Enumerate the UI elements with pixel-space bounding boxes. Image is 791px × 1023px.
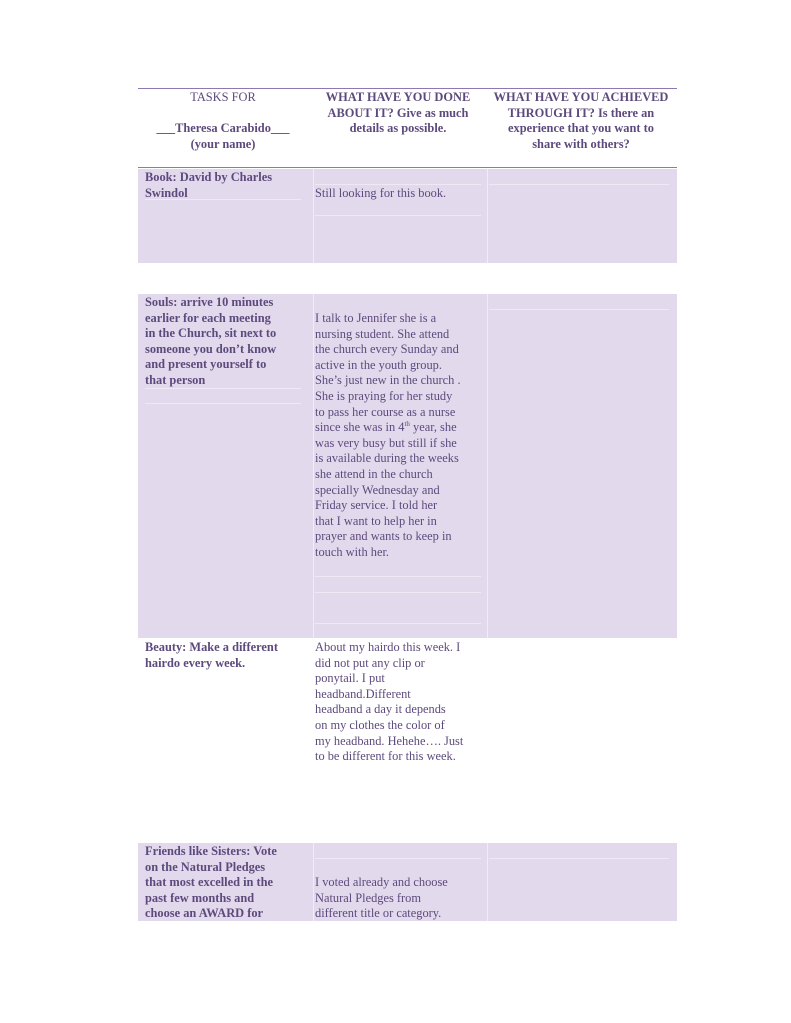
header-top-rule	[138, 88, 677, 89]
task-line: hairdo every week.	[145, 655, 246, 670]
header-what-done	[313, 90, 483, 137]
done-line: prayer and wants to keep in	[315, 529, 452, 544]
done-line: Friday service. I told her	[315, 498, 438, 513]
cell-divider	[489, 858, 669, 859]
cell-divider	[315, 623, 481, 624]
done-line: the church every Sunday and	[315, 342, 459, 357]
done-line: She’s just new in the church .	[315, 373, 461, 388]
done-line: to pass her course as a nurse	[315, 404, 456, 419]
done-line: that I want to help her in	[315, 513, 437, 528]
cell-divider	[313, 169, 314, 263]
done-line: different title or category.	[315, 906, 442, 921]
done-line: was very busy but still if she	[315, 435, 457, 450]
task-line: Book: David by Charles	[145, 170, 273, 184]
done-line: specially Wednesday and	[315, 482, 440, 497]
header-text-line: (your name)	[190, 136, 256, 151]
done-line: did not put any clip or	[315, 655, 425, 670]
done-line: Natural Pledges from	[315, 890, 421, 905]
header-text-line: experience that you want to	[508, 121, 654, 136]
task-line: Swindol	[145, 185, 188, 200]
task-line: and present yourself to	[145, 357, 267, 372]
task-line: past few months and	[145, 890, 255, 905]
cell-divider	[145, 403, 301, 404]
cell-divider	[315, 858, 481, 859]
done-line: I talk to Jennifer she is a	[315, 311, 437, 325]
cell-divider	[315, 215, 481, 216]
cell-divider	[489, 309, 669, 310]
cell-divider	[313, 294, 314, 638]
task-line: Beauty: Make a different	[145, 640, 278, 654]
header-text-line: THROUGH IT? Is there an	[507, 105, 655, 120]
done-line: is available during the weeks	[315, 451, 459, 466]
cell-divider	[487, 843, 488, 921]
cell-divider	[315, 184, 481, 185]
done-line: to be different for this week.	[315, 749, 456, 764]
header-bottom-rule	[138, 167, 677, 168]
task-line: on the Natural Pledges	[145, 859, 266, 874]
header-name-line: ___Theresa Carabido___	[156, 121, 290, 136]
cell-divider	[313, 843, 314, 921]
done-line: my headband. Hehehe…. Just	[315, 733, 464, 748]
ordinal-suffix: th	[404, 420, 410, 429]
task-line: that person	[145, 372, 206, 387]
done-cell	[315, 311, 483, 561]
task-cell	[145, 170, 303, 201]
cell-divider	[487, 169, 488, 263]
done-cell	[315, 186, 483, 202]
cell-divider	[315, 592, 481, 593]
task-cell	[145, 844, 303, 922]
cell-divider	[487, 294, 488, 638]
header-text-line: share with others?	[532, 136, 630, 151]
header-what-achieved	[488, 90, 674, 152]
done-line: touch with her.	[315, 544, 389, 559]
done-cell	[315, 640, 483, 765]
done-line: I voted already and choose	[315, 875, 448, 889]
cell-divider	[315, 576, 481, 577]
done-text: since she was in 4	[315, 420, 405, 435]
task-line: Souls: arrive 10 minutes	[145, 295, 274, 309]
task-line: someone you don’t know	[145, 341, 277, 356]
task-line: earlier for each meeting	[145, 310, 271, 325]
task-line: in the Church, sit next to	[145, 326, 277, 341]
done-line: She is praying for her study	[315, 388, 453, 403]
done-line: active in the youth group.	[315, 357, 442, 372]
done-line: on my clothes the color of	[315, 717, 445, 732]
done-line	[315, 420, 483, 436]
task-line: Friends like Sisters: Vote	[145, 844, 277, 858]
task-cell	[145, 640, 303, 671]
done-line: nursing student. She attend	[315, 326, 450, 341]
done-line: headband a day it depends	[315, 702, 446, 717]
header-text-line: WHAT HAVE YOU DONE	[325, 90, 471, 104]
done-text: year, she	[409, 420, 457, 435]
header-text-line: details as possible.	[349, 121, 447, 136]
done-line: About my hairdo this week. I	[315, 640, 461, 654]
done-cell	[315, 875, 483, 922]
task-line: that most excelled in the	[145, 875, 274, 890]
done-line: headband.Different	[315, 686, 411, 701]
header-tasks-for	[143, 90, 303, 152]
done-line: Still looking for this book.	[315, 186, 447, 200]
done-line: she attend in the church	[315, 466, 433, 481]
header-text-line: ABOUT IT? Give as much	[327, 105, 469, 120]
task-line: choose an AWARD for	[145, 906, 264, 921]
task-cell	[145, 295, 303, 389]
header-text-line: TASKS FOR	[190, 90, 256, 104]
cell-divider	[489, 184, 669, 185]
done-line: ponytail. I put	[315, 671, 385, 686]
header-text-line: WHAT HAVE YOU ACHIEVED	[493, 90, 669, 104]
